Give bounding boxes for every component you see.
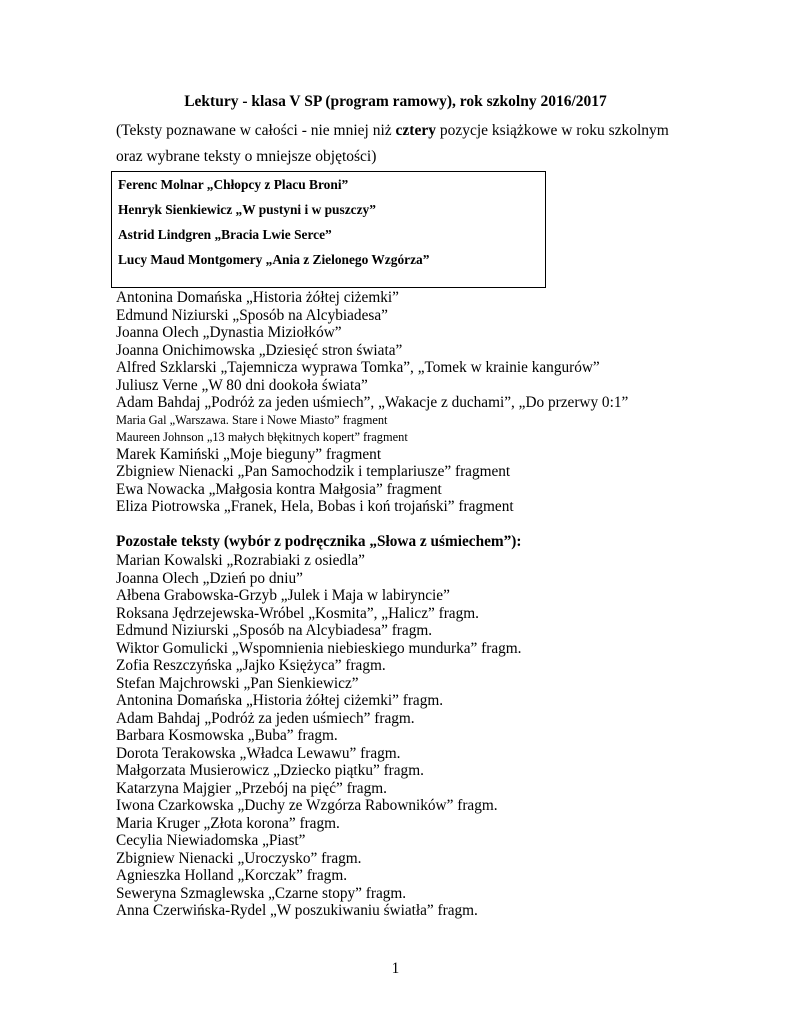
other-text-item: Marian Kowalski „Rozrabiaki z osiedla”	[116, 552, 365, 569]
intro-text-before: (Teksty poznawane w całości - nie mniej niż	[116, 122, 396, 139]
book-item: Marek Kamiński „Moje bieguny” fragment	[116, 445, 382, 463]
other-text-item: Zofia Reszczyńska „Jajko Księżyca” fragm.	[116, 657, 386, 674]
intro-line-2: oraz wybrane teksty o mniejsze objętości)	[116, 148, 377, 165]
other-text-item: Katarzyna Majgier „Przebój na pięć” fragm.	[116, 779, 387, 797]
book-item: Adam Bahdaj „Podróż za jeden uśmiech”, „Wakacje z duchami”, „Do przerwy 0:1”	[116, 394, 629, 411]
book-item: Maria Gal „Warszawa. Stare i Nowe Miasto” fragment	[116, 412, 388, 427]
intro-bold-word: cztery	[395, 122, 436, 139]
other-text-item: Roksana Jędrzejewska-Wróbel „Kosmita”, „Halicz” fragm.	[116, 604, 479, 622]
other-text-item: Agnieszka Holland „Korczak” fragm.	[116, 867, 348, 884]
intro-text-after: pozycje książkowe w roku szkolnym	[435, 122, 669, 139]
other-text-item: Maria Kruger „Złota korona” fragm.	[116, 814, 340, 832]
other-text-item: Seweryna Szmaglewska „Czarne stopy” fragm.	[116, 884, 407, 902]
required-books-box	[111, 171, 546, 288]
intro-line-1	[116, 118, 696, 144]
required-book-item: Henryk Sienkiewicz „W pustyni i w puszczy”	[118, 202, 376, 217]
other-text-item: Adam Bahdaj „Podróż za jeden uśmiech” fragm.	[116, 709, 415, 727]
book-item: Maureen Johnson „13 małych błękitnych kopert” fragment	[116, 429, 408, 444]
other-text-item: Anna Czerwińska-Rydel „W poszukiwaniu światła” fragm.	[116, 902, 478, 919]
required-book-item: Ferenc Molnar „Chłopcy z Placu Broni”	[118, 177, 349, 192]
book-item: Antonina Domańska „Historia żółtej ciżemki”	[116, 289, 399, 306]
book-item: Zbigniew Nienacki „Pan Samochodzik i templariusze” fragment	[116, 463, 511, 480]
book-list	[116, 289, 628, 516]
other-text-item: Stefan Majchrowski „Pan Sienkiewicz”	[116, 674, 359, 692]
page-title: Lektury - klasa V SP (program ramowy), rok szkolny 2016/2017	[184, 93, 607, 110]
book-item: Eliza Piotrowska „Franek, Hela, Bobas i koń trojański” fragment	[116, 498, 514, 515]
book-item: Joanna Onichimowska „Dziesięć stron świata”	[116, 341, 403, 359]
other-texts-heading: Pozostałe teksty (wybór z podręcznika „Słowa z uśmiechem”):	[116, 533, 522, 550]
other-text-item: Wiktor Gomulicki „Wspomnienia niebieskiego mundurka” fragm.	[116, 639, 522, 657]
page-number: 1	[391, 960, 400, 977]
book-item: Joanna Olech „Dynastia Miziołków”	[116, 324, 342, 341]
book-item: Juliusz Verne „W 80 dni dookoła świata”	[116, 376, 368, 394]
other-text-item: Cecylia Niewiadomska „Piast”	[116, 832, 306, 849]
book-item: Alfred Szklarski „Tajemnicza wyprawa Tomka”, „Tomek w krainie kangurów”	[116, 359, 600, 376]
other-text-item: Dorota Terakowska „Władca Lewawu” fragm.	[116, 744, 401, 762]
other-texts-list	[116, 552, 522, 920]
book-item: Edmund Niziurski „Sposób na Alcybiadesa”	[116, 306, 388, 324]
other-text-item: Joanna Olech „Dzień po dniu”	[116, 569, 303, 587]
other-text-item: Zbigniew Nienacki „Uroczysko” fragm.	[116, 849, 362, 867]
required-book-item: Lucy Maud Montgomery „Ania z Zielonego Wzgórza”	[118, 252, 430, 267]
other-text-item: Barbara Kosmowska „Buba” fragm.	[116, 727, 338, 744]
other-text-item: Antonina Domańska „Historia żółtej ciżemki” fragm.	[116, 692, 444, 709]
other-text-item: Ałbena Grabowska-Grzyb „Julek i Maja w labiryncie”	[116, 587, 450, 604]
other-text-item: Edmund Niziurski „Sposób na Alcybiadesa” fragm.	[116, 622, 433, 639]
book-item: Ewa Nowacka „Małgosia kontra Małgosia” fragment	[116, 480, 442, 498]
other-text-item: Iwona Czarkowska „Duchy ze Wzgórza Rabowników” fragm.	[116, 797, 498, 814]
other-text-item: Małgorzata Musierowicz „Dziecko piątku” fragm.	[116, 762, 424, 779]
required-book-item: Astrid Lindgren „Bracia Lwie Serce”	[118, 227, 332, 242]
